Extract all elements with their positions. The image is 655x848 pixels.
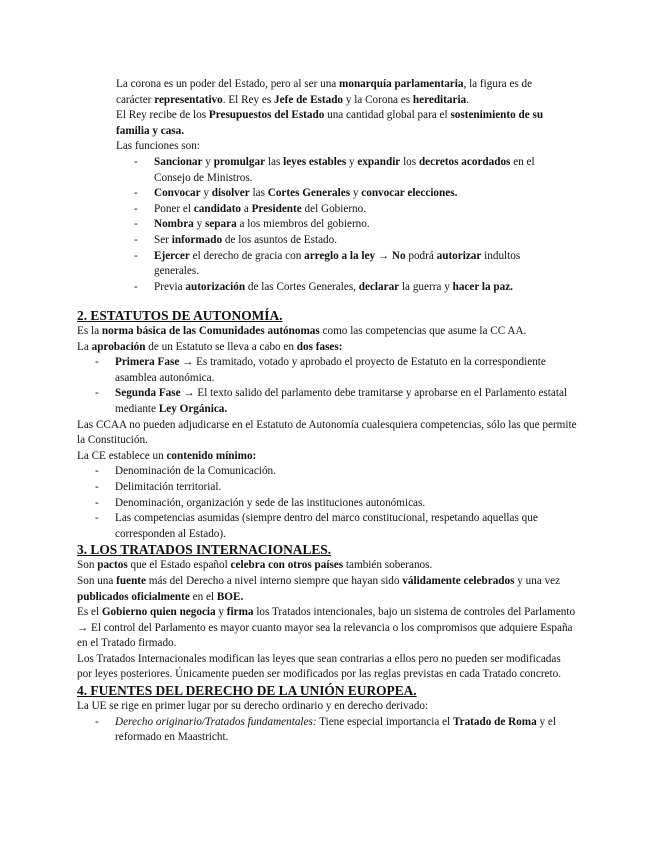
list-item: - Poner el candidato a Presidente del Gobierno.: [134, 202, 367, 215]
funciones-list: [116, 155, 566, 295]
funciones-intro: Las funciones son:: [116, 140, 200, 153]
list-item: - Sancionar y promulgar las leyes estables y expandir los decretos acordados en el Consejo de Ministros.: [134, 155, 535, 184]
fuentes-heading: 4. FUENTES DEL DERECHO DE LA UNIÓN EUROPEA.: [77, 683, 417, 699]
fuentes-paragraph-1: La UE se rige en primer lugar por su derecho ordinario y en derecho derivado:: [77, 700, 429, 713]
list-item: - Ser informado de los asuntos de Estado.: [134, 233, 338, 246]
corona-paragraph-2: El Rey recibe de los Presupuestos del Estado una cantidad global para el sostenimiento de su familia y casa.: [116, 109, 544, 137]
estatutos-paragraph-3: Las CCAA no pueden adjudicarse en el Estatuto de Autonomía cualesquiera competencias, sólo las que permite la Constitución.: [77, 418, 577, 447]
list-item: - Previa autorización de las Cortes Generales, declarar la guerra y hacer la paz.: [134, 280, 513, 293]
contenido-list: [77, 464, 577, 542]
list-item: - Primera Fase → Es tramitado, votado y aprobado el proyecto de Estatuto en la correspondiente asamblea autonómica.: [95, 356, 546, 384]
tratados-paragraph-1: Son pactos que el Estado español celebra con otros países también soberanos.: [77, 559, 433, 572]
estatutos-paragraph-2: La aprobación de un Estatuto se lleva a cabo en dos fases:: [77, 340, 343, 353]
fases-list: [77, 355, 577, 417]
list-item: - Denominación de la Comunicación.: [95, 465, 276, 478]
fuentes-list: [77, 715, 577, 746]
list-item: - Derecho originario/Tratados fundamentales: Tiene especial importancia el Tratado de Roma y el reformado en Maastricht.: [95, 715, 556, 744]
main-sections: [77, 308, 577, 746]
list-item: - Ejercer el derecho de gracia con arreglo a la ley → No podrá autorizar indultos generales.: [134, 249, 521, 278]
estatutos-heading: 2. ESTATUTOS DE AUTONOMÍA.: [77, 308, 283, 323]
list-item: - Denominación, organización y sede de las instituciones autonómicas.: [95, 496, 426, 509]
corona-section: [116, 77, 566, 295]
tratados-paragraph-3: Es el Gobierno quien negocia y firma los Tratados intencionales, bajo un sistema de controles del Parlamento → El control del Parlamento es mayor cuanto mayor sea la relevancia o los compromisos que adquiere España en el Tratado firmado.: [77, 606, 576, 650]
list-item: - Delimitación territorial.: [95, 480, 222, 493]
tratados-paragraph-2: Son una fuente más del Derecho a nivel interno siempre que hayan sido válidamente celebrados y una vez publicados oficialmente en el BOE.: [77, 574, 561, 603]
corona-paragraph-1: La corona es un poder del Estado, pero al ser una monarquía parlamentaria, la figura es de carácter representativo. El Rey es Jefe de Estado y la Corona es hereditaria.: [116, 78, 533, 106]
list-item: - Segunda Fase → El texto salido del parlamento debe tramitarse y aprobarse en el Parlamento estatal mediante Ley Orgánica.: [95, 387, 568, 415]
tratados-paragraph-4: Los Tratados Internacionales modifican las leyes que sean contrarias a ellos pero no pueden ser modificadas por leyes posteriores. Únicamente pueden ser modificados por las reglas previstas en cada Tratado concreto.: [77, 652, 562, 681]
list-item: - Las competencias asumidas (siempre dentro del marco constitucional, respetando aquellas que corresponden al Estado).: [95, 512, 538, 540]
list-item: - Convocar y disolver las Cortes Generales y convocar elecciones.: [134, 187, 458, 200]
list-item: - Nombra y separa a los miembros del gobierno.: [134, 218, 370, 231]
estatutos-paragraph-4: La CE establece un contenido mínimo:: [77, 449, 257, 462]
estatutos-paragraph-1: Es la norma básica de las Comunidades autónomas como las competencias que asume la CC AA.: [77, 325, 527, 337]
tratados-heading: 3. LOS TRATADOS INTERNACIONALES.: [77, 542, 332, 558]
